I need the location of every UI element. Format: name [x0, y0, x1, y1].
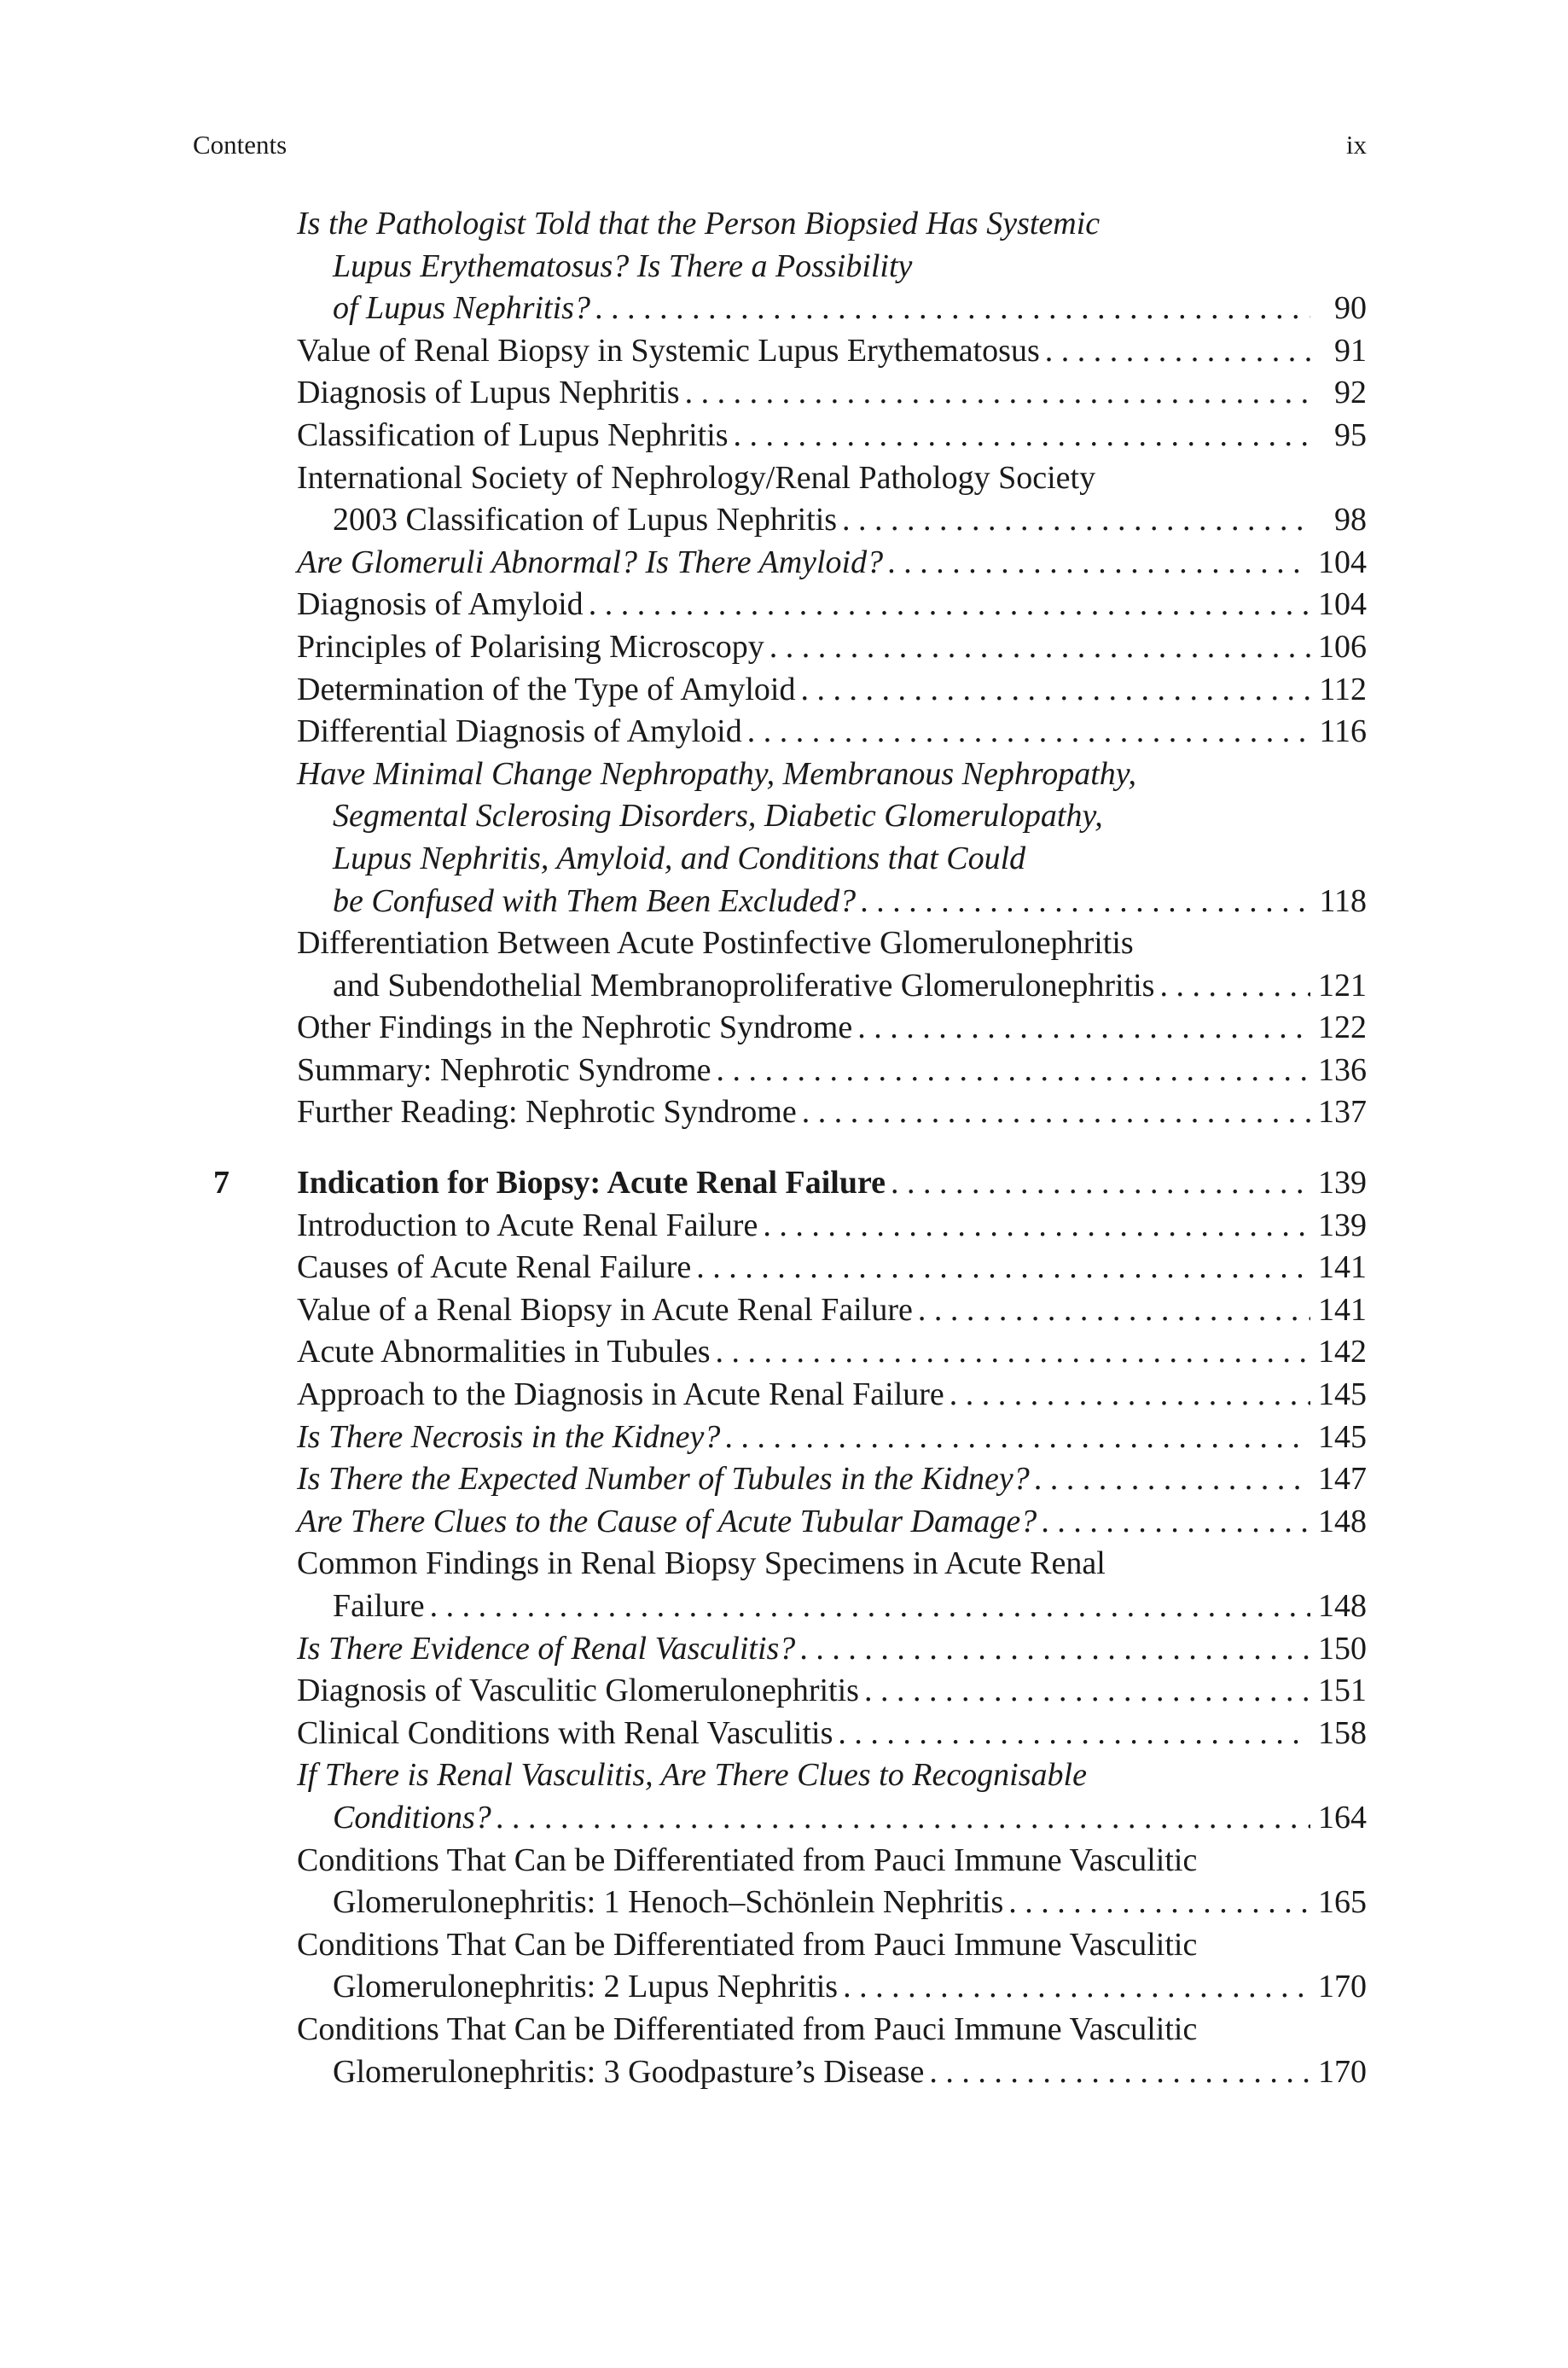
toc-entry[interactable] — [297, 922, 1367, 1007]
toc-entry[interactable] — [297, 1754, 1367, 1839]
toc-entry-text: Is the Pathologist Told that the Person Biopsied Has Systemic — [297, 206, 1101, 241]
toc-entry-page: 139 — [1318, 1207, 1367, 1243]
toc-entry-line — [297, 965, 1367, 1008]
toc-entry-page: 145 — [1318, 1418, 1367, 1455]
toc-entry-line — [297, 1882, 1367, 1924]
toc-entry[interactable] — [297, 1628, 1367, 1671]
toc-entry-page: 91 — [1334, 332, 1367, 369]
toc-entry-line — [297, 753, 1367, 796]
toc-entry[interactable] — [297, 1924, 1367, 2009]
toc-entry-text: Diagnosis of Lupus Nephritis — [297, 375, 680, 411]
dot-leader — [950, 1374, 1310, 1417]
toc-entry-line — [297, 1713, 1367, 1755]
toc-entry-line — [297, 795, 1367, 838]
toc-entry-line — [297, 372, 1367, 415]
toc-entry[interactable] — [297, 2009, 1367, 2093]
dot-leader — [800, 1628, 1310, 1671]
toc-entry-text: Conditions? — [333, 1799, 491, 1836]
toc-entry-text: and Subendothelial Membranoproliferative Glomerulonephritis — [333, 967, 1155, 1004]
toc-entry-page: 170 — [1318, 1969, 1367, 2005]
toc-entry-line — [297, 1091, 1367, 1134]
chapter-page: 139 — [1318, 1165, 1367, 1201]
dot-leader — [1008, 1882, 1310, 1924]
dot-leader — [1035, 1458, 1310, 1501]
toc-entry-text: Further Reading: Nephrotic Syndrome — [297, 1094, 797, 1131]
toc-entry-page: 158 — [1318, 1714, 1367, 1751]
toc-entry-page: 112 — [1319, 671, 1367, 707]
toc-entry-line — [297, 922, 1367, 965]
chapter-heading[interactable] — [213, 1162, 1367, 1205]
toc-entry-line — [297, 1417, 1367, 1459]
dot-leader — [861, 881, 1310, 923]
toc-entry[interactable] — [297, 1713, 1367, 1755]
toc-entry[interactable] — [297, 415, 1367, 457]
toc-entry-text: Diagnosis of Amyloid — [297, 586, 584, 623]
dot-leader — [696, 1247, 1310, 1289]
toc-entry-text: Principles of Polarising Microscopy — [297, 628, 764, 665]
toc-entry-line — [297, 626, 1367, 669]
dot-leader — [857, 1007, 1310, 1050]
toc-entry-page: 164 — [1318, 1799, 1367, 1836]
dot-leader — [918, 1289, 1310, 1332]
toc-entry-line — [297, 1331, 1367, 1374]
toc-entry-page: 98 — [1334, 502, 1367, 538]
toc-entry[interactable] — [297, 330, 1367, 373]
dot-leader — [589, 584, 1310, 626]
toc-entry-page: 170 — [1318, 2053, 1367, 2090]
toc-entry-line — [297, 1585, 1367, 1628]
toc-entry-line — [297, 1374, 1367, 1417]
dot-leader — [716, 1331, 1311, 1374]
toc-entry-text: Introduction to Acute Renal Failure — [297, 1207, 758, 1243]
dot-leader — [716, 1050, 1310, 1092]
toc-entry-line — [297, 1458, 1367, 1501]
toc-entry[interactable] — [297, 1458, 1367, 1501]
dot-leader — [929, 2051, 1310, 2094]
toc-entry[interactable] — [297, 669, 1367, 712]
dot-leader — [685, 372, 1310, 415]
toc-entry-page: 90 — [1334, 290, 1367, 327]
toc-entry-page: 92 — [1334, 375, 1367, 411]
toc-entry-text: Is There Necrosis in the Kidney? — [297, 1418, 721, 1455]
toc-entry-text: Conditions That Can be Differentiated from Pauci Immune Vasculitic — [297, 1841, 1198, 1878]
toc-entry-text: Are Glomeruli Abnormal? Is There Amyloid? — [297, 544, 884, 580]
toc-entry-line — [297, 2051, 1367, 2094]
dot-leader — [864, 1670, 1310, 1713]
dot-leader — [802, 1091, 1310, 1134]
toc-entry-page: 104 — [1318, 586, 1367, 623]
toc-entry[interactable] — [297, 457, 1367, 542]
toc-entry-text: Summary: Nephrotic Syndrome — [297, 1051, 711, 1088]
toc-entry-line — [297, 499, 1367, 542]
toc-entry-line — [297, 415, 1367, 457]
toc-entry-text: Differentiation Between Acute Postinfective Glomerulonephritis — [297, 925, 1134, 962]
toc-entry-line — [297, 584, 1367, 626]
toc-entry-text: Other Findings in the Nephrotic Syndrome — [297, 1009, 853, 1046]
toc-entry-text: Diagnosis of Vasculitic Glomerulonephritis — [297, 1673, 859, 1709]
toc-entry-line — [297, 2009, 1367, 2051]
toc-entry-text: Differential Diagnosis of Amyloid — [297, 713, 742, 750]
toc-entry-line — [297, 838, 1367, 881]
toc-entry[interactable] — [297, 372, 1367, 415]
chapter-number: 7 — [213, 1165, 229, 1201]
toc-entry-text: Is There the Expected Number of Tubules in the Kidney? — [297, 1461, 1030, 1498]
page-number: ix — [1345, 130, 1367, 160]
toc-entry-line — [297, 203, 1367, 246]
toc-entry-line — [297, 1007, 1367, 1050]
toc-entry-page: 141 — [1318, 1291, 1367, 1328]
toc-entry-page: 95 — [1334, 416, 1367, 453]
toc-entry[interactable] — [297, 1670, 1367, 1713]
chapter-title: Indication for Biopsy: Acute Renal Failure — [297, 1165, 886, 1201]
dot-leader — [769, 626, 1310, 669]
toc-entry-line — [297, 711, 1367, 753]
toc-entry-page: 141 — [1318, 1249, 1367, 1286]
dot-leader — [430, 1585, 1310, 1628]
toc-entry-line — [297, 1247, 1367, 1289]
dot-leader — [1045, 330, 1310, 373]
toc-entry-text: Conditions That Can be Differentiated from Pauci Immune Vasculitic — [297, 1926, 1198, 1963]
running-header — [193, 128, 1367, 162]
toc-entry[interactable] — [297, 1417, 1367, 1459]
toc-entry-text: If There is Renal Vasculitis, Are There Clues to Recognisable — [297, 1757, 1087, 1794]
toc-entry[interactable] — [297, 1331, 1367, 1374]
toc-entry-text: Glomerulonephritis: 1 Henoch–Schönlein Nephritis — [333, 1884, 1004, 1921]
toc-entry-text: Is There Evidence of Renal Vasculitis? — [297, 1630, 796, 1667]
toc-entry-line — [297, 288, 1367, 330]
toc-entry[interactable] — [297, 1205, 1367, 1248]
toc-entry-page: 104 — [1318, 544, 1367, 580]
toc-entry-line — [297, 881, 1367, 923]
toc-entry-line — [297, 1205, 1367, 1248]
toc-entry-line — [297, 1670, 1367, 1713]
toc-entry-page: 118 — [1319, 882, 1367, 919]
dot-leader — [1042, 1501, 1310, 1544]
dot-leader — [800, 669, 1310, 712]
dot-leader — [595, 288, 1310, 330]
toc-entry[interactable] — [297, 1247, 1367, 1289]
dot-leader — [1159, 965, 1310, 1008]
dot-leader — [843, 1966, 1310, 2009]
toc-entry-text: Segmental Sclerosing Disorders, Diabetic Glomerulopathy, — [333, 798, 1103, 835]
toc-entry-page: 145 — [1318, 1376, 1367, 1413]
toc-entry-page: 150 — [1318, 1630, 1367, 1667]
toc-entry-text: Lupus Nephritis, Amyloid, and Conditions that Could — [333, 840, 1026, 876]
toc-entry[interactable] — [297, 584, 1367, 626]
toc-entry[interactable] — [297, 1091, 1367, 1134]
toc-entry[interactable] — [297, 1543, 1367, 1627]
toc-entry-text: 2003 Classification of Lupus Nephritis — [333, 502, 838, 538]
header-section-title: Contents — [193, 130, 287, 160]
toc-entry[interactable] — [297, 753, 1367, 922]
toc-entry-text: Classification of Lupus Nephritis — [297, 416, 729, 453]
toc-entry[interactable] — [297, 1007, 1367, 1050]
toc-entry-text: Glomerulonephritis: 2 Lupus Nephritis — [333, 1969, 839, 2005]
toc-entry-line — [297, 330, 1367, 373]
toc-entry-text: Are There Clues to the Cause of Acute Tubular Damage? — [297, 1503, 1037, 1539]
dot-leader — [747, 711, 1310, 753]
toc-entry-text: Causes of Acute Renal Failure — [297, 1249, 692, 1286]
toc-entry-page: 148 — [1318, 1503, 1367, 1539]
dot-leader — [763, 1205, 1310, 1248]
toc-entry-line — [297, 1966, 1367, 2009]
toc-entry-text: International Society of Nephrology/Renal Pathology Society — [297, 459, 1096, 496]
toc-entry-text: Determination of the Type of Amyloid — [297, 671, 796, 707]
toc-entry[interactable] — [297, 542, 1367, 585]
toc-entry-text: Value of Renal Biopsy in Systemic Lupus Erythematosus — [297, 332, 1040, 369]
toc-entry-line — [297, 1924, 1367, 1967]
toc-entry-text: Common Findings in Renal Biopsy Specimens in Acute Renal — [297, 1545, 1106, 1582]
table-of-contents — [213, 203, 1367, 2093]
toc-entry-line — [297, 457, 1367, 500]
toc-entry-page: 106 — [1318, 628, 1367, 665]
toc-entry-line — [297, 1289, 1367, 1332]
toc-entry-page: 151 — [1318, 1673, 1367, 1709]
toc-entry-page: 116 — [1319, 713, 1367, 750]
dot-leader — [725, 1417, 1310, 1459]
toc-entry-line — [297, 1628, 1367, 1671]
toc-entries-chapter-7 — [297, 1205, 1367, 2093]
toc-entry-page: 121 — [1318, 967, 1367, 1004]
dot-leader — [842, 499, 1310, 542]
toc-entry-text: Acute Abnormalities in Tubules — [297, 1334, 711, 1370]
toc-entry-text: Glomerulonephritis: 3 Goodpasture’s Disease — [333, 2053, 925, 2090]
toc-entry-line — [297, 1501, 1367, 1544]
toc-entry-text: Value of a Renal Biopsy in Acute Renal Failure — [297, 1291, 913, 1328]
toc-entry-text: Approach to the Diagnosis in Acute Renal Failure — [297, 1376, 944, 1413]
dot-leader — [891, 1162, 1310, 1205]
toc-entry-text: Have Minimal Change Nephropathy, Membranous Nephropathy, — [297, 755, 1137, 792]
toc-entry[interactable] — [297, 1289, 1367, 1332]
toc-entry-page: 148 — [1318, 1588, 1367, 1624]
toc-entry-text: Conditions That Can be Differentiated from Pauci Immune Vasculitic — [297, 2010, 1198, 2047]
toc-entry[interactable] — [297, 711, 1367, 753]
toc-entry[interactable] — [297, 1050, 1367, 1092]
toc-entry[interactable] — [297, 203, 1367, 330]
toc-entry[interactable] — [297, 1501, 1367, 1544]
toc-entry-page: 137 — [1318, 1094, 1367, 1131]
toc-entry[interactable] — [297, 1374, 1367, 1417]
toc-entry-text: of Lupus Nephritis? — [333, 290, 590, 327]
toc-entry-text: be Confused with Them Been Excluded? — [333, 882, 857, 919]
dot-leader — [497, 1797, 1310, 1840]
toc-entry[interactable] — [297, 1840, 1367, 1924]
toc-entry-line — [297, 669, 1367, 712]
toc-entry-page: 136 — [1318, 1051, 1367, 1088]
toc-entry-line — [297, 1050, 1367, 1092]
toc-entry-text: Lupus Erythematosus? Is There a Possibility — [333, 247, 913, 284]
toc-entry-text: Failure — [333, 1588, 425, 1624]
toc-entry-line — [297, 1543, 1367, 1585]
dot-leader — [734, 415, 1310, 457]
toc-entry-line — [297, 542, 1367, 585]
toc-entry[interactable] — [297, 626, 1367, 669]
toc-entry-text: Clinical Conditions with Renal Vasculitis — [297, 1714, 833, 1751]
toc-entry-page: 165 — [1318, 1884, 1367, 1921]
toc-entry-line — [297, 1840, 1367, 1882]
toc-entry-page: 142 — [1318, 1334, 1367, 1370]
toc-entries-chapter-6 — [297, 203, 1367, 1134]
toc-entry-page: 122 — [1318, 1009, 1367, 1046]
dot-leader — [838, 1713, 1310, 1755]
toc-entry-line — [297, 246, 1367, 288]
toc-entry-page: 147 — [1318, 1461, 1367, 1498]
dot-leader — [888, 542, 1310, 585]
toc-entry-line — [297, 1754, 1367, 1797]
toc-entry-line — [297, 1797, 1367, 1840]
